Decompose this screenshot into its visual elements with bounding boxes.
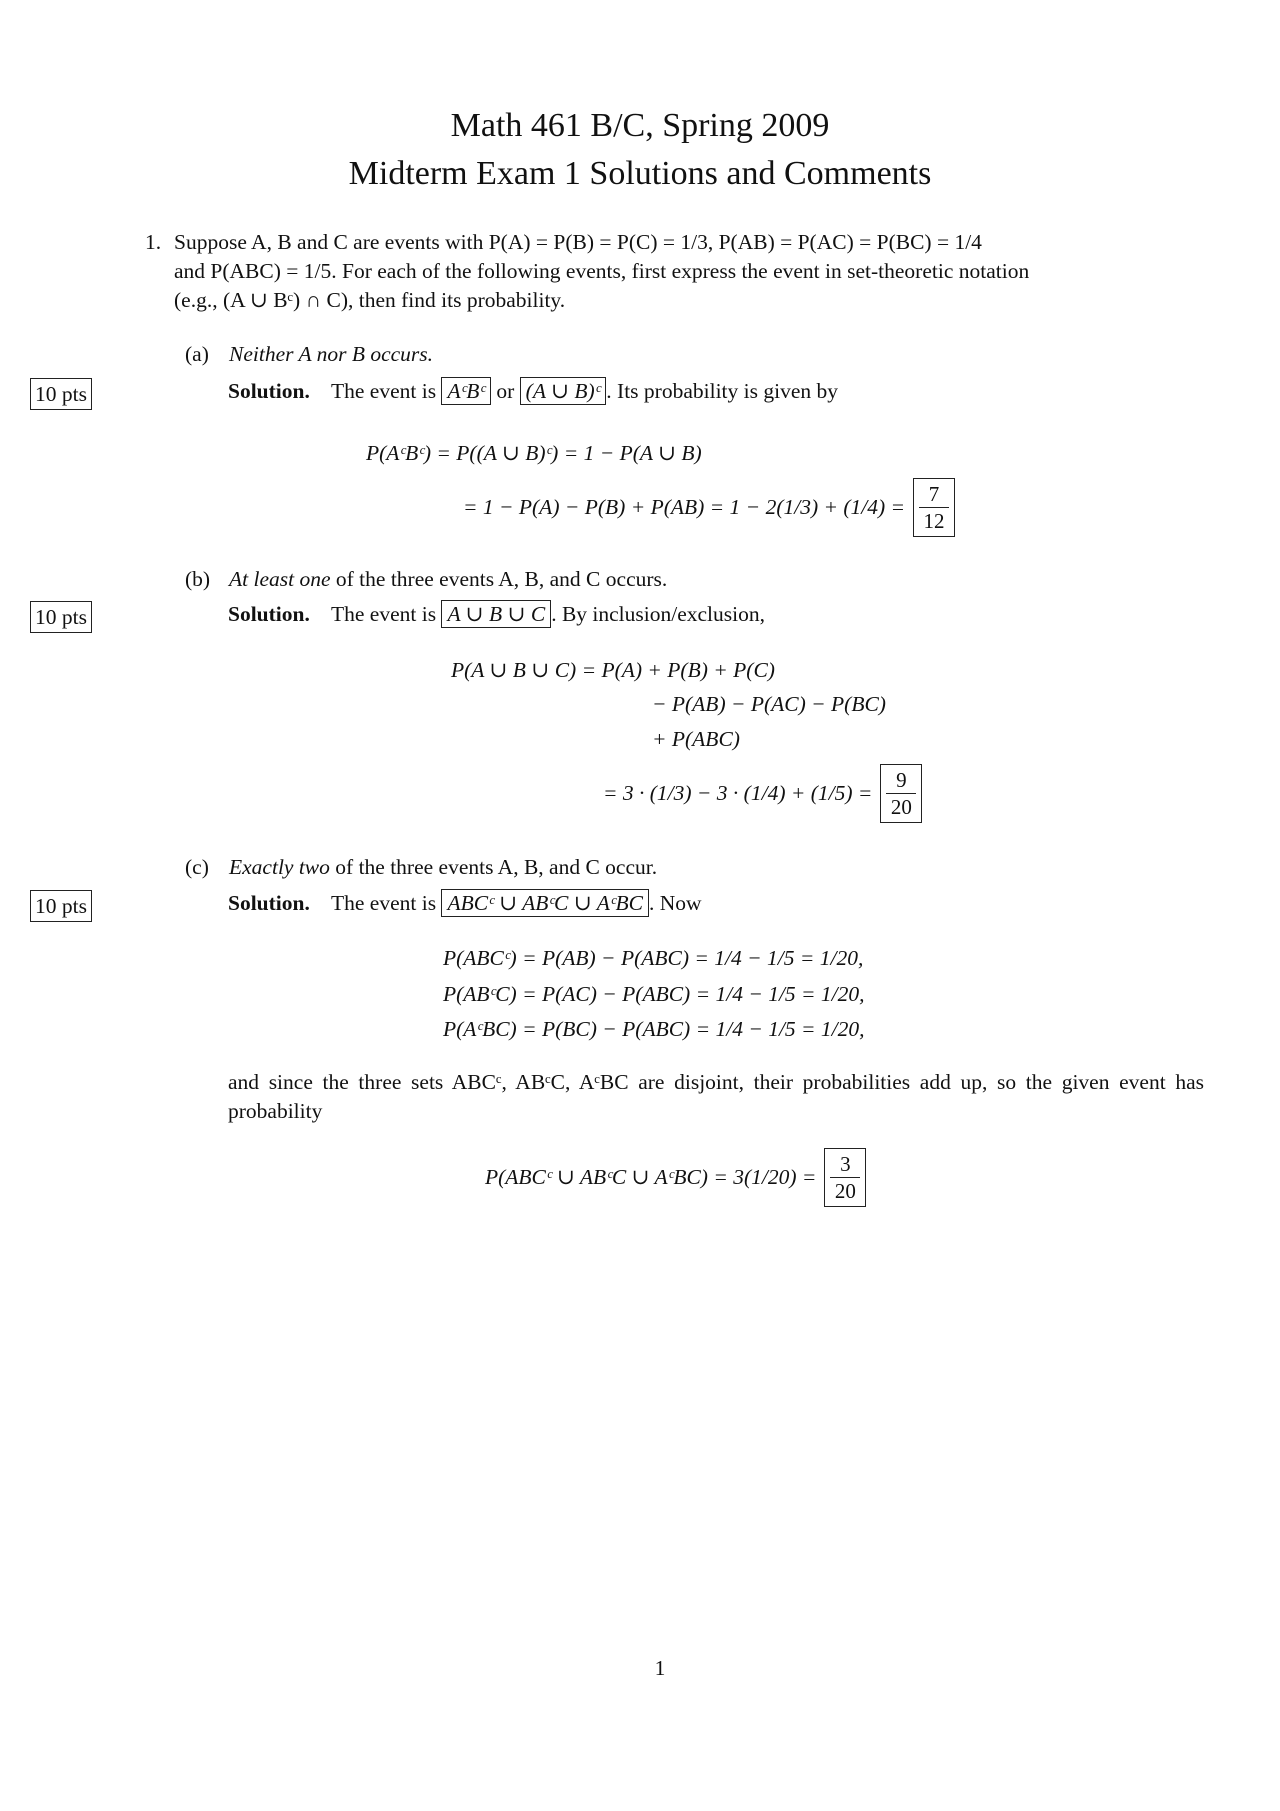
part-b-equation-line-4 xyxy=(603,764,922,823)
part-c-question xyxy=(229,853,657,882)
part-a-label: (a) xyxy=(185,342,209,366)
title-line-1: Math 461 B/C, Spring 2009 xyxy=(450,107,830,144)
solution-tail: . By inclusion/exclusion, xyxy=(551,602,765,626)
question-rest: of the three events A, B, and C occur. xyxy=(335,855,658,879)
solution-intro: The event is xyxy=(330,891,437,915)
part-b-equation-line-2: − P(AB) − P(AC) − P(BC) xyxy=(652,692,886,716)
page-number: 1 xyxy=(654,1656,666,1680)
fraction-denominator: 20 xyxy=(890,795,912,819)
part-c-final-equation xyxy=(485,1148,866,1207)
solution-label: Solution. xyxy=(228,379,310,403)
solution-label: Solution. xyxy=(228,891,310,915)
part-b-solution-line xyxy=(228,600,765,629)
part-b-points: 10 pts xyxy=(30,601,92,633)
problem-statement-line-1: Suppose A, B and C are events with P(A) = P(B) = P(C) = 1/3, P(AB) = P(AC) = P(BC) = 1/4 xyxy=(174,230,982,254)
part-c-points: 10 pts xyxy=(30,890,92,922)
problem-statement-line-2: and P(ABC) = 1/5. For each of the following events, first express the event in set-theoretic notation xyxy=(174,259,1030,283)
part-a-equation-line-2 xyxy=(463,478,955,537)
solution-label: Solution. xyxy=(228,602,310,626)
problem-statement-line-3: (e.g., (A ∪ Bᶜ) ∩ C), then find its probability. xyxy=(174,288,566,312)
part-c-explanation: and since the three sets ABCᶜ, ABᶜC, AᶜBC are disjoint, their probabilities add up, so the given event has probability xyxy=(228,1070,1204,1123)
part-a-solution-line xyxy=(228,377,838,406)
equation-text: = 3 · (1/3) − 3 · (1/4) + (1/5) = xyxy=(603,781,873,805)
result-fraction-a xyxy=(913,478,955,537)
part-c-equation-line-3: P(AᶜBC) = P(BC) − P(ABC) = 1/4 − 1/5 = 1/20, xyxy=(443,1017,865,1041)
fraction-denominator: 12 xyxy=(923,509,945,533)
part-c-equation-line-2: P(ABᶜC) = P(AC) − P(ABC) = 1/4 − 1/5 = 1/20, xyxy=(443,982,865,1006)
equation-text: P(ABCᶜ ∪ ABᶜC ∪ AᶜBC) = 3(1/20) = xyxy=(485,1165,817,1189)
fraction-denominator: 20 xyxy=(834,1179,856,1203)
answer-box-c: ABCᶜ ∪ ABᶜC ∪ AᶜBC xyxy=(441,889,649,917)
part-a-points: 10 pts xyxy=(30,378,92,410)
answer-box-a2: (A ∪ B)ᶜ xyxy=(520,377,607,405)
solution-intro: The event is xyxy=(330,602,437,626)
part-b-equation-line-1: P(A ∪ B ∪ C) = P(A) + P(B) + P(C) xyxy=(451,658,775,682)
answer-box-b: A ∪ B ∪ C xyxy=(441,600,551,628)
part-a-equation-line-1: P(AᶜBᶜ) = P((A ∪ B)ᶜ) = 1 − P(A ∪ B) xyxy=(366,441,702,465)
part-b-question xyxy=(229,565,667,594)
fraction-numerator: 7 xyxy=(919,481,949,508)
fraction-numerator: 3 xyxy=(830,1151,860,1178)
fraction-numerator: 9 xyxy=(886,767,916,794)
answer-box-a1: AᶜBᶜ xyxy=(441,377,491,405)
result-fraction-c xyxy=(824,1148,866,1207)
part-c-label: (c) xyxy=(185,855,209,879)
solution-intro: The event is xyxy=(330,379,437,403)
part-b-label: (b) xyxy=(185,567,211,591)
equation-text: = 1 − P(A) − P(B) + P(AB) = 1 − 2(1/3) + (1/4) = xyxy=(463,495,906,519)
problem-number: 1. xyxy=(145,230,162,254)
part-b-equation-line-3: + P(ABC) xyxy=(652,727,740,751)
result-fraction-b xyxy=(880,764,922,823)
question-emphasis: At least one xyxy=(229,567,331,591)
title-line-2: Midterm Exam 1 Solutions and Comments xyxy=(348,155,932,192)
question-rest: of the three events A, B, and C occurs. xyxy=(335,567,668,591)
solution-tail: . Now xyxy=(648,891,702,915)
connector-or: or xyxy=(496,379,515,403)
part-c-solution-line xyxy=(228,889,702,918)
solution-tail: . Its probability is given by xyxy=(606,379,838,403)
question-emphasis: Exactly two xyxy=(229,855,330,879)
part-a-question: Neither A nor B occurs. xyxy=(229,342,434,366)
part-c-equation-line-1: P(ABCᶜ) = P(AB) − P(ABC) = 1/4 − 1/5 = 1/20, xyxy=(443,946,864,970)
